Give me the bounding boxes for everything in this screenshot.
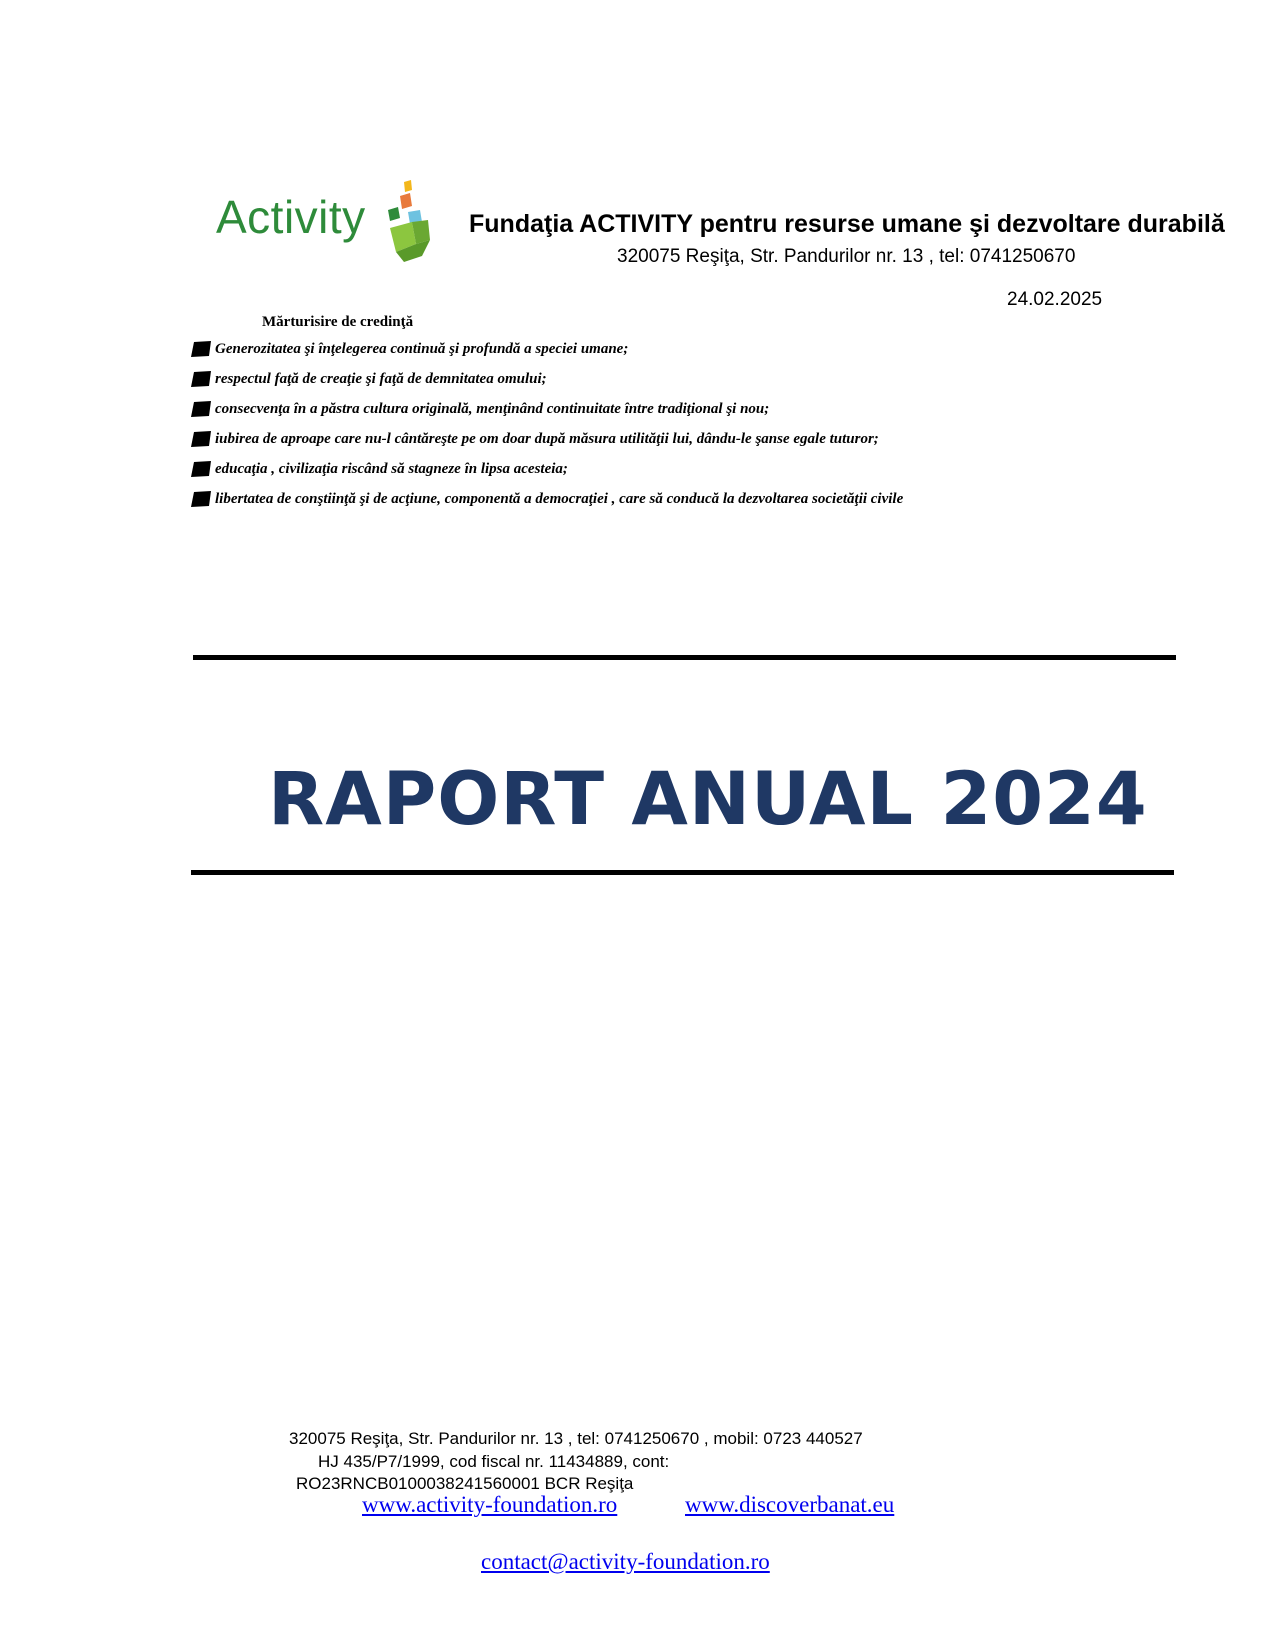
credo-title: Mărturisire de credinţă [262,314,414,330]
list-item [191,491,903,521]
credo-item-text: consecvenţa în a păstra cultura originală, menţinând continuitate între tradiţional şi nou; [215,401,770,417]
list-item [191,371,903,401]
square-bullet-icon [191,461,212,477]
list-item [191,431,903,461]
square-bullet-icon [191,341,212,357]
footer-registration: HJ 435/P7/1999, cod fiscal nr. 11434889, cont: [318,1452,670,1471]
email-link[interactable]: contact@activity-foundation.ro [481,1549,770,1574]
credo-item-text: respectul faţă de creaţie şi faţă de demnitatea omului; [215,371,547,387]
website-link-activity[interactable]: www.activity-foundation.ro [362,1492,618,1517]
list-item [191,461,903,491]
logo-wordmark: Activity [216,191,366,243]
footer-bank-account: RO23RNCB0100038241560001 BCR Reşiţa [296,1474,634,1493]
footer-address: 320075 Reşiţa, Str. Pandurilor nr. 13 , tel: 0741250670 , mobil: 0723 440527 [289,1429,863,1448]
list-item [191,401,903,431]
credo-list [191,341,903,521]
document-date: 24.02.2025 [1007,289,1103,310]
credo-item-text: libertatea de conştiinţă şi de acţiune, componentă a democraţiei , care să conducă la dezvoltarea societăţii civile [215,491,904,507]
square-bullet-icon [191,491,212,507]
credo-item-text: educaţia , civilizaţia riscând să stagneze în lipsa acesteia; [215,461,568,477]
credo-item-text: iubirea de aproape care nu-l cântăreşte pe om doar după măsura utilităţii lui, dându-le şanse egale tuturor; [215,431,879,447]
organization-name: Fundaţia ACTIVITY pentru resurse umane şi dezvoltare durabilă [469,210,1225,238]
credo-item-text: Generozitatea şi înţelegerea continuă şi profundă a speciei umane; [215,341,629,357]
square-bullet-icon [191,431,212,447]
top-divider [193,655,1176,660]
organization-address: 320075 Reşiţa, Str. Pandurilor nr. 13 , tel: 0741250670 [617,246,1076,267]
square-bullet-icon [191,401,212,417]
list-item [191,341,903,371]
square-bullet-icon [191,371,212,387]
bottom-divider [191,870,1174,875]
website-link-discoverbanat[interactable]: www.discoverbanat.eu [685,1492,895,1517]
report-title: RAPORT ANUAL 2024 [268,757,1148,842]
logo-cubes-icon [384,180,434,262]
